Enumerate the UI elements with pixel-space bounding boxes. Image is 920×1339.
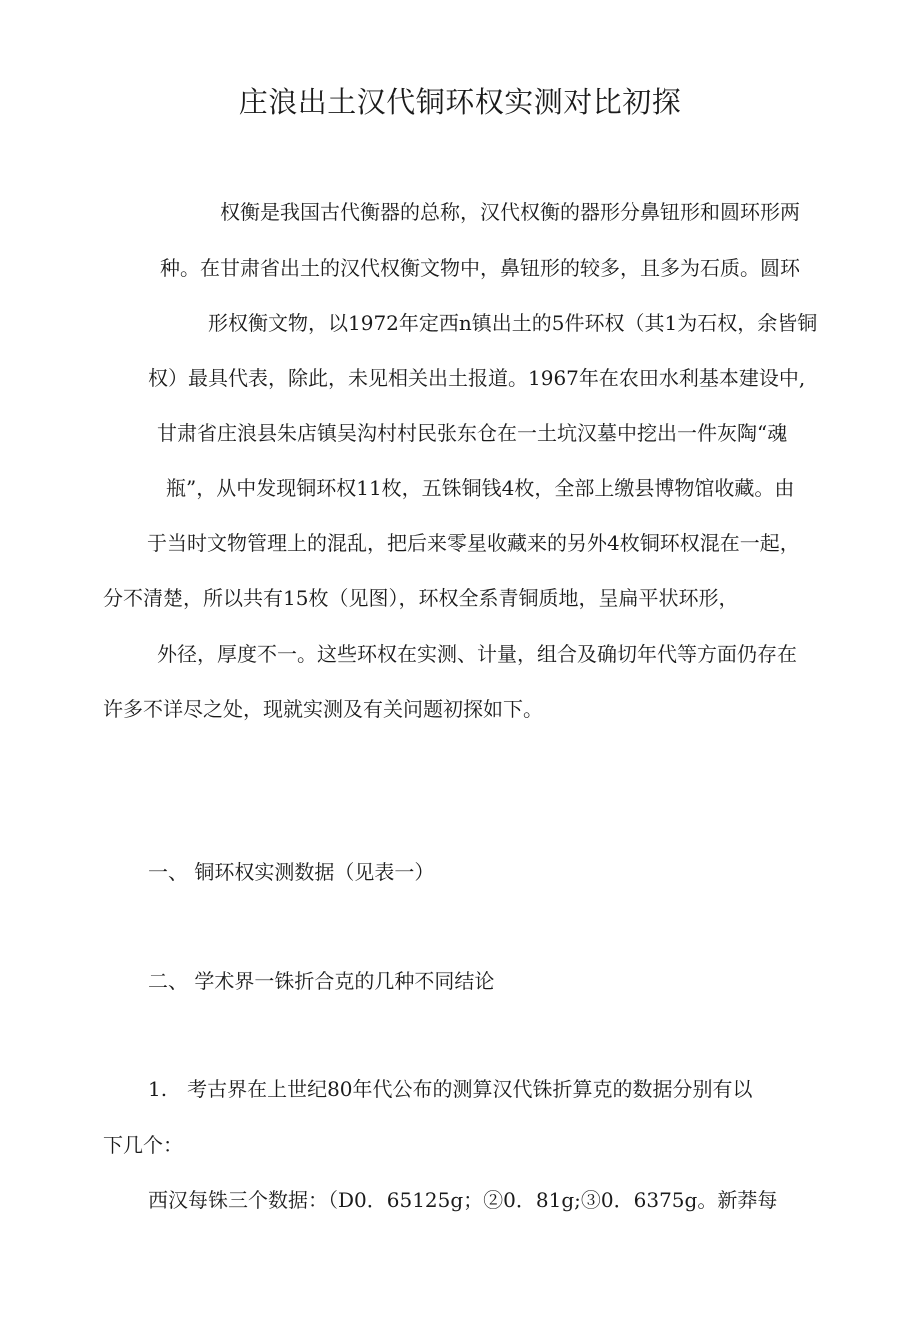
paragraph-line-7: 于当时文物管理上的混乱，把后来零星收藏来的另外4枚铜环权混在一起， <box>147 531 800 555</box>
paragraph-line-3: 形权衡文物，以1972年定西n镇出土的5件环权（其1为石权，余皆铜 <box>208 311 818 335</box>
list-item-1-line-1: 1. 考古界在上世纪80年代公布的测算汉代铢折算克的数据分别有以 <box>148 1077 753 1101</box>
section-heading-1: 一、 铜环权实测数据（见表一） <box>148 860 435 884</box>
paragraph-line-4: 权）最具代表，除此，未见相关出土报道。1967年在农田水利基本建设中, <box>148 366 806 390</box>
xihan-data-line: 西汉每铢三个数据：（D0．65125g；②0．81g;③0．6375g。新莽每 <box>148 1188 778 1212</box>
list-item-1-line-2: 下几个： <box>103 1133 183 1157</box>
paragraph-line-8: 分不清楚，所以共有15枚（见图），环权全系青铜质地，呈扁平状环形， <box>103 586 739 610</box>
page-title: 庄浪出土汉代铜环权实测对比初探 <box>238 85 682 119</box>
paragraph-line-10: 许多不详尽之处，现就实测及有关问题初探如下。 <box>103 697 543 721</box>
paragraph-line-2: 种。在甘肃省出土的汉代权衡文物中，鼻钮形的较多，且多为石质。圆环 <box>160 256 800 280</box>
paragraph-line-5: 甘肃省庄浪县朱店镇吴沟村村民张东仓在一土坑汉墓中挖出一件灰陶“魂 <box>157 421 788 445</box>
section-heading-2: 二、 学术界一铢折合克的几种不同结论 <box>148 969 495 993</box>
paragraph-line-6: 瓶”，从中发现铜环权11枚，五铢铜钱4枚，全部上缴县博物馆收藏。由 <box>166 476 795 500</box>
paragraph-line-9: 外径，厚度不一。这些环权在实测、计量，组合及确切年代等方面仍存在 <box>157 642 797 666</box>
paragraph-line-1: 权衡是我国古代衡器的总称，汉代权衡的器形分鼻钮形和圆环形两 <box>220 200 800 224</box>
